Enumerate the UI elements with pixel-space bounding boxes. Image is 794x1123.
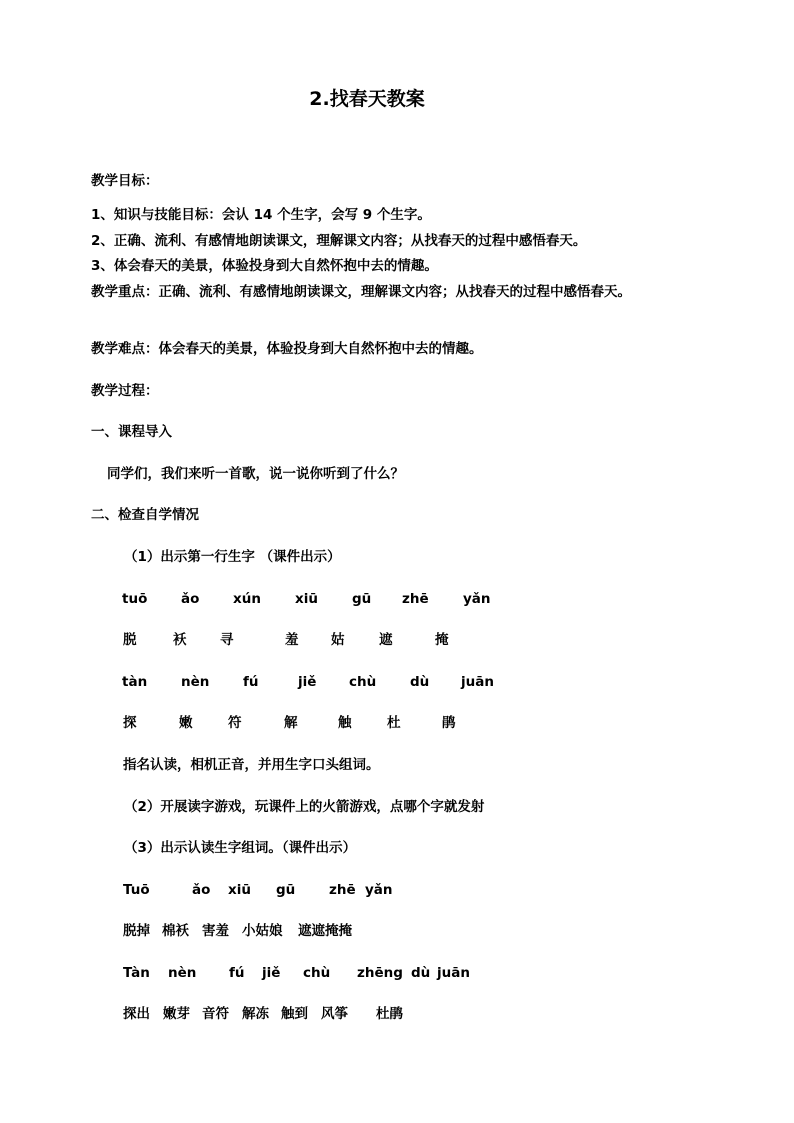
char-cell: 袄 (173, 632, 187, 648)
objectives-heading: 教学目标： (91, 173, 159, 189)
difficulty: 教学难点：体会春天的美景，体验投身到大自然怀抱中去的情趣。 (91, 341, 483, 357)
pinyin-cell: nèn (168, 965, 197, 981)
step-1: （1）出示第一行生字 （课件出示） (124, 549, 341, 565)
key-point: 教学重点：正确、流利、有感情地朗读课文，理解课文内容；从找春天的过程中感悟春天。 (91, 284, 631, 300)
char-cell: 触 (338, 715, 352, 731)
objective-3: 3、体会春天的美景，体验投身到大自然怀抱中去的情趣。 (91, 258, 438, 274)
pinyin-cell: Tuō (123, 882, 150, 898)
pinyin-cell: chù (349, 674, 377, 690)
char-cell: 杜 (387, 715, 401, 731)
step-2: （2）开展读字游戏，玩课件上的火箭游戏，点哪个字就发射 (124, 799, 485, 815)
word-cell: 小姑娘 (242, 923, 283, 939)
word-cell: 脱掉 (123, 923, 150, 939)
section-1-text: 同学们，我们来听一首歌，说一说你听到了什么？ (107, 466, 404, 482)
pinyin-cell: zhē (402, 591, 429, 607)
char-cell: 鹃 (442, 715, 456, 731)
char-cell: 羞 (285, 632, 299, 648)
pinyin-cell: juān (461, 674, 494, 690)
instruction: 指名认读，相机正音，并用生字口头组词。 (123, 757, 380, 773)
step-3: （3）出示认读生字组词。（课件出示） (124, 840, 357, 856)
word-cell: 棉袄 (162, 923, 189, 939)
char-cell: 遮 (379, 632, 393, 648)
pinyin-cell: gū (276, 882, 296, 898)
word-cell: 音符 (202, 1006, 229, 1022)
pinyin-cell: Tàn (123, 965, 150, 981)
char-cell: 嫩 (179, 715, 193, 731)
objective-2: 2、正确、流利、有感情地朗读课文，理解课文内容；从找春天的过程中感悟春天。 (91, 233, 587, 249)
pinyin-cell: fú (229, 965, 245, 981)
objective-1: 1、知识与技能目标：会认 14 个生字，会写 9 个生字。 (91, 207, 431, 223)
document-title: 2.找春天教案 (309, 88, 425, 110)
process-heading: 教学过程： (91, 383, 159, 399)
pinyin-cell: dù (411, 965, 431, 981)
char-cell: 解 (284, 715, 298, 731)
char-cell: 寻 (220, 632, 234, 648)
pinyin-cell: ǎo (181, 591, 200, 607)
char-cell: 探 (123, 715, 137, 731)
pinyin-cell: nèn (181, 674, 210, 690)
word-cell: 遮遮掩掩 (298, 923, 352, 939)
word-cell: 触到 (281, 1006, 308, 1022)
char-cell: 姑 (331, 632, 345, 648)
char-cell: 符 (228, 715, 242, 731)
word-cell: 解冻 (242, 1006, 269, 1022)
pinyin-cell: gū (352, 591, 372, 607)
pinyin-cell: tàn (122, 674, 148, 690)
pinyin-cell: dù (410, 674, 430, 690)
char-cell: 脱 (123, 632, 137, 648)
pinyin-cell: xiū (295, 591, 318, 607)
pinyin-cell: ǎo (192, 882, 211, 898)
pinyin-cell: xún (233, 591, 261, 607)
pinyin-cell: jiě (298, 674, 317, 690)
section-1-heading: 一、课程导入 (91, 424, 172, 440)
word-cell: 风筝 (321, 1006, 348, 1022)
pinyin-cell: zhē (329, 882, 356, 898)
word-cell: 杜鹃 (376, 1006, 403, 1022)
pinyin-cell: tuō (122, 591, 148, 607)
word-cell: 探出 (123, 1006, 150, 1022)
word-cell: 嫩芽 (163, 1006, 190, 1022)
pinyin-cell: chù (303, 965, 331, 981)
word-cell: 害羞 (202, 923, 229, 939)
pinyin-cell: yǎn (365, 882, 393, 898)
pinyin-cell: zhēng (357, 965, 403, 981)
pinyin-cell: yǎn (463, 591, 491, 607)
pinyin-cell: xiū (228, 882, 251, 898)
char-cell: 掩 (435, 632, 449, 648)
section-2-heading: 二、检查自学情况 (91, 507, 199, 523)
pinyin-cell: juān (437, 965, 470, 981)
pinyin-cell: jiě (262, 965, 281, 981)
pinyin-cell: fú (243, 674, 259, 690)
